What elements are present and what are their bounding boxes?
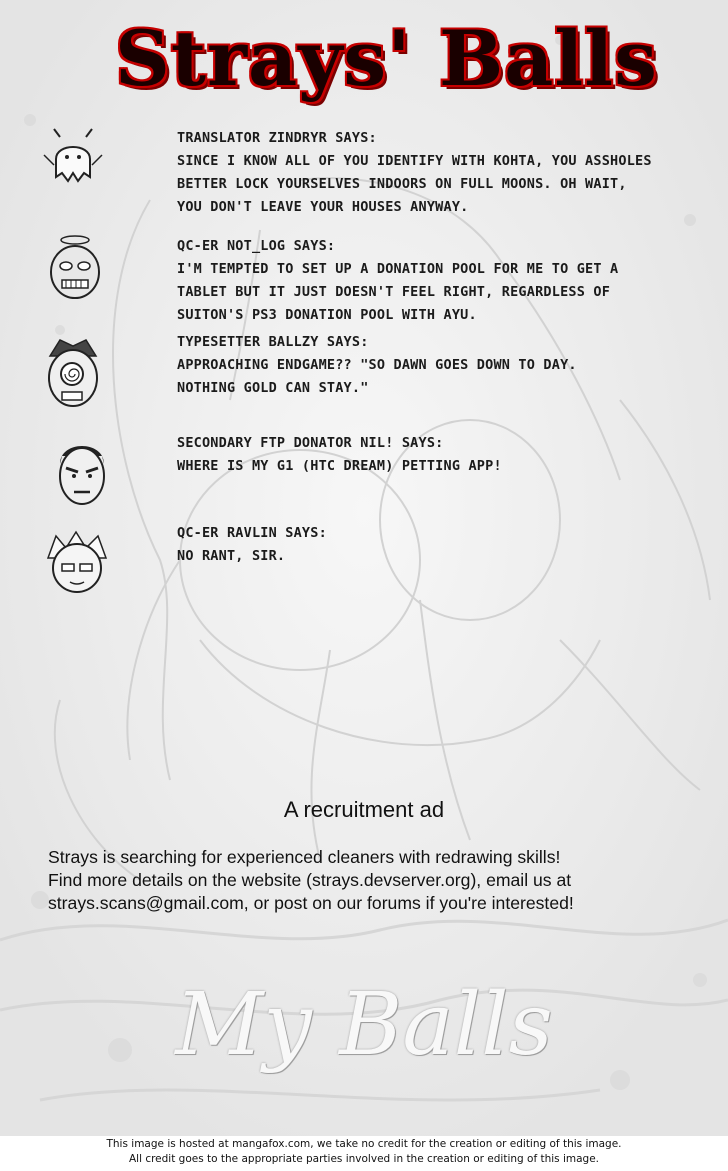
disclaimer-line-2: All credit goes to the appropriate parties involved in the creation or editing of this image. <box>128 1153 600 1165</box>
zombie-face-icon <box>42 232 108 298</box>
note-body: APPROACHING ENDGAME?? "SO DAWN GOES DOWN TO DAY. NOTHING GOLD CAN STAY." <box>177 357 577 396</box>
note-zindryr <box>177 127 722 219</box>
spiral-glasses-face-icon <box>40 336 106 402</box>
note-body: NO RANT, SIR. <box>177 548 286 564</box>
note-nil <box>177 432 722 478</box>
note-not-log <box>177 235 722 327</box>
recruitment-heading: A recruitment ad <box>283 797 445 822</box>
note-body: I'M TEMPTED TO SET UP A DONATION POOL FOR ME TO GET A TABLET BUT IT JUST DOESN'T FEEL RIGHT, REGARDLESS OF SUITON'S PS3 DONATION POOL WITH AYU. <box>177 261 619 323</box>
note-speaker: TRANSLATOR ZINDRYR SAYS: <box>177 130 377 146</box>
note-speaker: QC-ER NOT_LOG SAYS: <box>177 238 336 254</box>
watermark-logo: My Balls <box>175 975 553 1075</box>
note-speaker: SECONDARY FTP DONATOR NIL! SAYS: <box>177 435 444 451</box>
page-title: Strays' Balls <box>115 14 658 103</box>
hosting-disclaimer <box>0 1137 728 1167</box>
note-speaker: QC-ER RAVLIN SAYS: <box>177 525 327 541</box>
note-body: WHERE IS MY G1 (HTC DREAM) PETTING APP! <box>177 458 502 474</box>
note-speaker: TYPESETTER BALLZY SAYS: <box>177 334 369 350</box>
ghost-angel-icon <box>40 125 106 191</box>
disclaimer-line-1: This image is hosted at mangafox.com, we take no credit for the creation or editing of this image. <box>106 1138 622 1150</box>
note-ravlin <box>177 522 722 568</box>
anime-boy-face-icon <box>42 528 108 594</box>
note-body: SINCE I KNOW ALL OF YOU IDENTIFY WITH KOHTA, YOU ASSHOLES BETTER LOCK YOURSELVES INDOORS ON FULL MOONS. OH WAIT, YOU DON'T LEAVE YOUR HOUSES ANYWAY. <box>177 153 652 215</box>
note-ballzy <box>177 331 722 400</box>
angry-man-face-icon <box>52 436 118 502</box>
recruitment-body: Strays is searching for experienced cleaners with redrawing skills! Find more details on the website (strays.devserver.org), email us at strays.scans@gmail.com, or post on our forums if you're interested! <box>48 847 574 913</box>
